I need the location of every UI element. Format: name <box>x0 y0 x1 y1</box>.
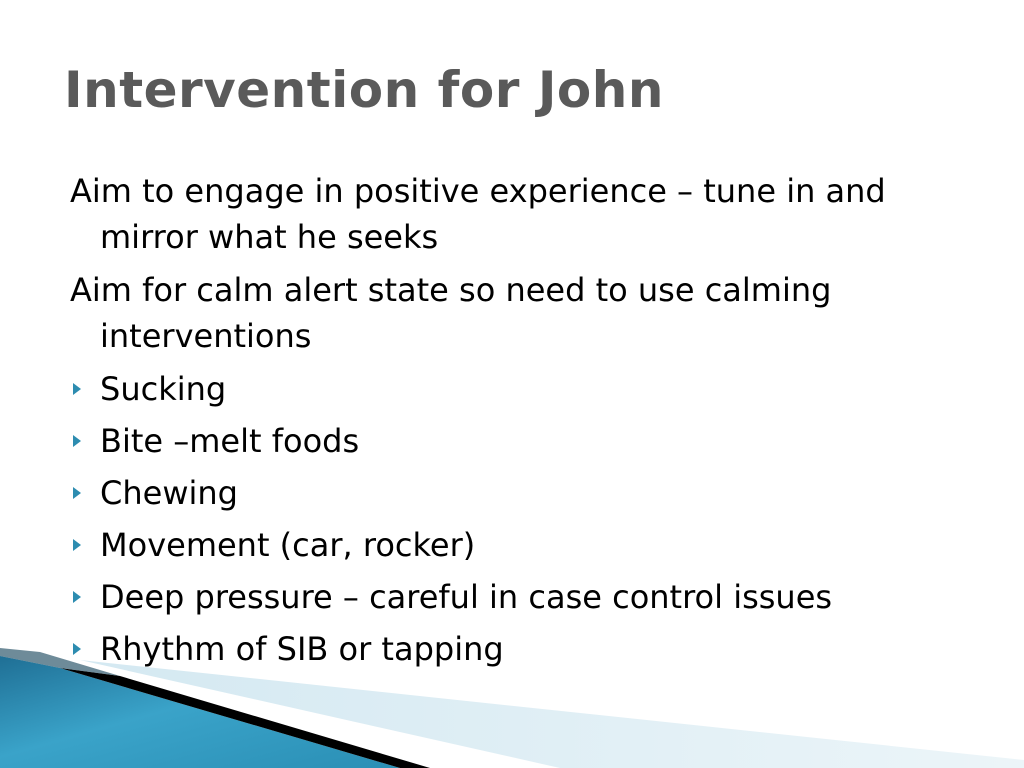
bullet-text: Sucking <box>100 370 227 408</box>
bullet-text: Chewing <box>100 474 238 512</box>
bullet-arrow-icon <box>73 383 81 395</box>
bullet-item-chewing <box>70 470 970 516</box>
bullet-item-bite-melt <box>70 418 970 464</box>
bullet-arrow-icon <box>73 539 81 551</box>
paragraph-calm-alert: Aim for calm alert state so need to use calming interventions <box>70 271 832 355</box>
bullet-item-deep-pressure <box>70 574 970 620</box>
bullet-item-sucking <box>70 366 970 412</box>
bullet-text: Bite –melt foods <box>100 422 360 460</box>
bullet-text: Deep pressure – careful in case control issues <box>100 578 833 616</box>
slide-title: Intervention for John <box>64 61 664 119</box>
decorative-swoosh <box>0 638 1024 768</box>
slide-body <box>70 168 970 678</box>
bullet-arrow-icon <box>73 487 81 499</box>
bullet-item-movement <box>70 522 970 568</box>
paragraph-engage: Aim to engage in positive experience – tune in and mirror what he seeks <box>70 172 886 256</box>
bullet-text: Rhythm of SIB or tapping <box>100 630 504 668</box>
bullet-text: Movement (car, rocker) <box>100 526 476 564</box>
bullet-arrow-icon <box>73 435 81 447</box>
bullet-arrow-icon <box>73 591 81 603</box>
